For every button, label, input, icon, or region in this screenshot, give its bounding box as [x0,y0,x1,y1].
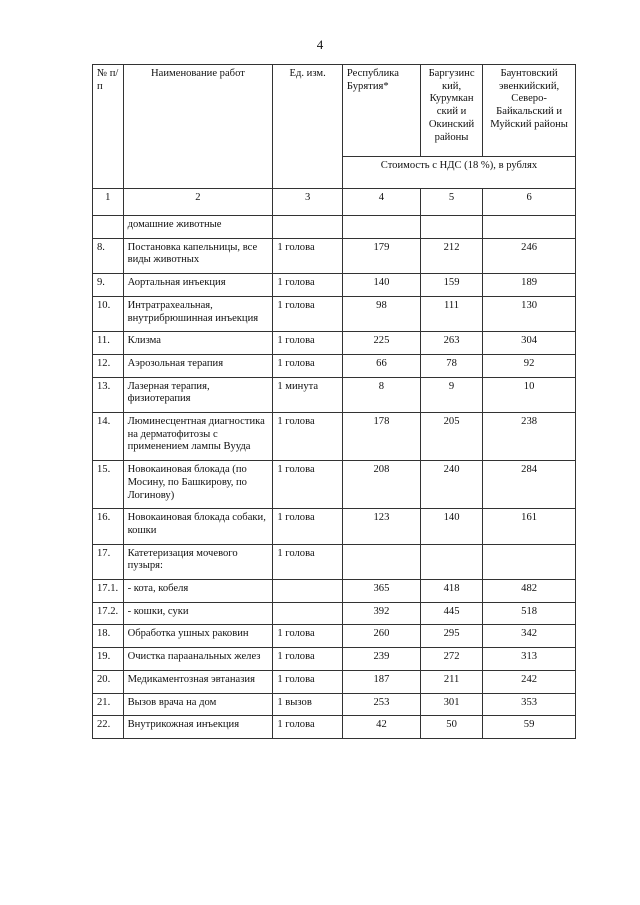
row-number: 17. [93,544,124,579]
price-districts-1: 272 [420,648,482,671]
row-number: 16. [93,509,124,544]
work-name: Новокаиновая блокада собаки, кошки [123,509,273,544]
table-row [93,648,576,671]
price-districts-2: 92 [483,354,576,377]
unit-cell [273,216,343,239]
table-row [93,509,576,544]
work-name: - кошки, суки [123,602,273,625]
table-row [93,716,576,739]
price-districts-1: 445 [420,602,482,625]
unit-cell: 1 голова [273,332,343,355]
row-number: 17.2. [93,602,124,625]
price-districts-2: 342 [483,625,576,648]
price-districts-2: 518 [483,602,576,625]
unit-cell: 1 голова [273,274,343,297]
price-districts-2: 189 [483,274,576,297]
table-row [93,693,576,716]
table-row [93,377,576,412]
price-republic: 392 [342,602,420,625]
price-republic: 42 [342,716,420,739]
row-number: 8. [93,238,124,273]
table-row [93,670,576,693]
price-districts-1: 263 [420,332,482,355]
price-republic: 260 [342,625,420,648]
price-republic: 239 [342,648,420,671]
price-districts-1: 295 [420,625,482,648]
price-districts-2: 246 [483,238,576,273]
price-districts-2 [483,216,576,239]
row-number: 11. [93,332,124,355]
price-republic: 187 [342,670,420,693]
unit-cell: 1 голова [273,670,343,693]
index-row [93,189,576,216]
price-republic: 8 [342,377,420,412]
table-row [93,238,576,273]
table-row [93,354,576,377]
price-districts-2: 59 [483,716,576,739]
price-districts-1: 205 [420,413,482,461]
price-districts-1: 140 [420,509,482,544]
unit-cell: 1 голова [273,296,343,331]
unit-cell: 1 голова [273,354,343,377]
row-number: 19. [93,648,124,671]
table-row [93,580,576,603]
work-name: Клизма [123,332,273,355]
price-republic: 253 [342,693,420,716]
table-row [93,274,576,297]
header-districts-2: Баунтовский эвенкийский, Северо-Байкальский и Муйский районы [483,65,576,157]
unit-cell [273,580,343,603]
price-districts-1: 9 [420,377,482,412]
price-districts-1 [420,544,482,579]
unit-cell: 1 минута [273,377,343,412]
row-number: 18. [93,625,124,648]
work-name: - кота, кобеля [123,580,273,603]
row-number: 10. [93,296,124,331]
work-name: Новокаиновая блокада (по Мосину, по Башкирову, по Логинову) [123,461,273,509]
index-cell: 4 [342,189,420,216]
row-number: 12. [93,354,124,377]
index-cell: 2 [123,189,273,216]
work-name: Медикаментозная эвтаназия [123,670,273,693]
price-republic [342,216,420,239]
work-name: Интратрахеальная, внутрибрюшинная инъекция [123,296,273,331]
row-number: 17.1. [93,580,124,603]
work-name: Катетеризация мочевого пузыря: [123,544,273,579]
table-row [93,332,576,355]
table-row [93,602,576,625]
unit-cell: 1 голова [273,716,343,739]
price-districts-2: 238 [483,413,576,461]
unit-cell: 1 вызов [273,693,343,716]
row-number: 21. [93,693,124,716]
table-row [93,625,576,648]
work-name: Внутрикожная инъекция [123,716,273,739]
price-republic: 178 [342,413,420,461]
price-republic: 123 [342,509,420,544]
table-row [93,216,576,239]
work-name: Вызов врача на дом [123,693,273,716]
row-number: 14. [93,413,124,461]
table-row [93,461,576,509]
index-cell: 3 [273,189,343,216]
price-districts-1: 301 [420,693,482,716]
price-districts-1: 418 [420,580,482,603]
row-number: 13. [93,377,124,412]
price-republic: 365 [342,580,420,603]
price-districts-1: 50 [420,716,482,739]
price-districts-2: 353 [483,693,576,716]
price-republic: 98 [342,296,420,331]
page-number: 4 [316,37,324,52]
unit-cell: 1 голова [273,461,343,509]
header-row [93,65,576,157]
price-republic: 208 [342,461,420,509]
price-districts-1: 78 [420,354,482,377]
price-districts-2: 161 [483,509,576,544]
header-cost: Стоимость с НДС (18 %), в рублях [342,157,575,189]
row-number: 22. [93,716,124,739]
header-republic: Республика Бурятия* [342,65,420,157]
index-cell: 1 [93,189,124,216]
work-name: Очистка параанальных желез [123,648,273,671]
work-name: Обработка ушных раковин [123,625,273,648]
table-row [93,296,576,331]
unit-cell: 1 голова [273,625,343,648]
row-number: 20. [93,670,124,693]
index-cell: 5 [420,189,482,216]
price-districts-1: 211 [420,670,482,693]
price-districts-2: 130 [483,296,576,331]
price-districts-1: 240 [420,461,482,509]
price-districts-2: 313 [483,648,576,671]
unit-cell: 1 голова [273,413,343,461]
header-unit: Ед. изм. [273,65,343,189]
unit-cell [273,602,343,625]
price-republic: 66 [342,354,420,377]
work-name: Аэрозольная терапия [123,354,273,377]
table-row [93,413,576,461]
price-republic: 140 [342,274,420,297]
price-districts-2: 10 [483,377,576,412]
unit-cell: 1 голова [273,648,343,671]
row-number: 9. [93,274,124,297]
price-districts-1: 212 [420,238,482,273]
price-districts-1: 111 [420,296,482,331]
index-cell: 6 [483,189,576,216]
header-name: Наименование работ [123,65,273,189]
price-districts-2 [483,544,576,579]
price-districts-1: 159 [420,274,482,297]
work-name: Лазерная терапия, физиотерапия [123,377,273,412]
work-name: Аортальная инъекция [123,274,273,297]
unit-cell: 1 голова [273,238,343,273]
work-name: Постановка капельницы, все виды животных [123,238,273,273]
unit-cell: 1 голова [273,544,343,579]
row-number [93,216,124,239]
price-districts-2: 284 [483,461,576,509]
work-name: Люминесцентная диагностика на дерматофитозы с применением лампы Вууда [123,413,273,461]
price-districts-2: 242 [483,670,576,693]
header-districts-1: Баргузинс кий, Курумкан ский и Окинский районы [420,65,482,157]
table-row [93,544,576,579]
unit-cell: 1 голова [273,509,343,544]
work-name: домашние животные [123,216,273,239]
price-republic [342,544,420,579]
header-no: № п/п [93,65,124,189]
row-number: 15. [93,461,124,509]
price-districts-2: 482 [483,580,576,603]
price-table [92,64,576,739]
price-republic: 179 [342,238,420,273]
price-districts-2: 304 [483,332,576,355]
price-republic: 225 [342,332,420,355]
price-districts-1 [420,216,482,239]
